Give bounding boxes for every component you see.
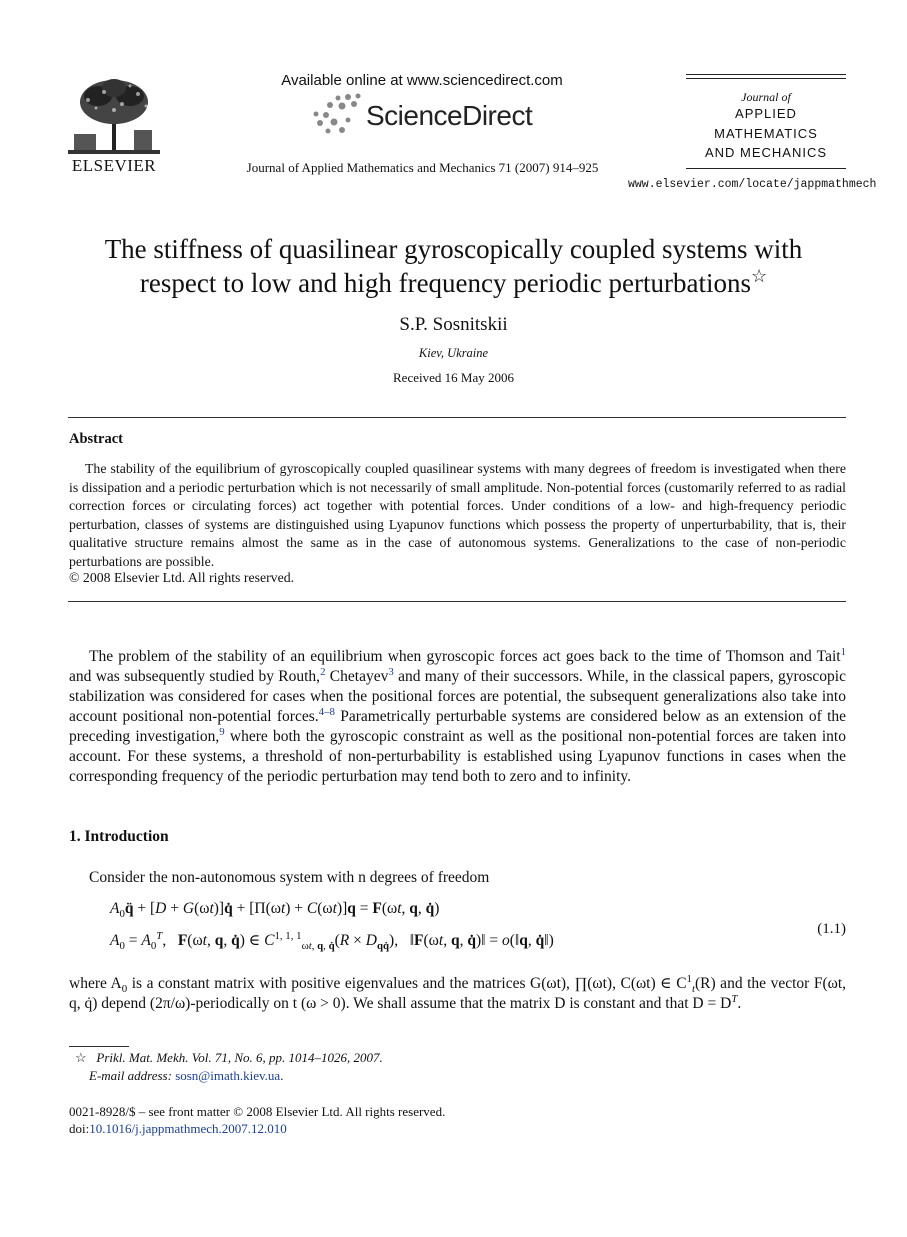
doi-link[interactable]: 10.1016/j.jappmathmech.2007.12.010 (89, 1121, 287, 1136)
author-affiliation: Kiev, Ukraine (418, 346, 489, 360)
journal-logo-rule-bottom (686, 168, 846, 169)
section-heading-introduction: 1. Introduction (69, 828, 169, 845)
intro-text-f: where both the gyroscopic constraint as well as the positional non-potential forces are taken into account. For these systems, a threshold of non-perturbability is established using Lyapunov functions in cases when the corresponding frequency of the periodic perturbation may tend both to zero and to infinity. (69, 728, 846, 785)
abstract-text: The stability of the equilibrium of gyroscopically coupled quasilinear systems with many degrees of freedom is investigated when there is dissipation and a periodic perturbation which is not necessarily of small amplitude. Non-potential forces (customarily referred to as radial correction forces or circulating forces) act together with potential forces. Under conditions of a low- and high-frequency periodic perturbation, classes of systems are distinguished using Lyapunov functions which possess the property of unperturbability, that is, their qualitative structure remains almost the same as in the case of autonomous systems. Generalizations to the case of non-periodic perturbations are possible. (69, 461, 846, 569)
email-link[interactable]: sosn@imath.kiev.ua (175, 1068, 281, 1083)
where-text-b: is a constant matrix with positive eigenvalues and the matrices G(ωt), ∏(ωt), C(ωt) ∈ C (127, 975, 687, 992)
doi-label: doi: (69, 1121, 90, 1136)
author-name: S.P. Sosnitskii (399, 314, 508, 335)
abstract-heading: Abstract (69, 431, 123, 447)
ref-link-9[interactable]: 9 (219, 725, 225, 738)
divider-bottom (68, 601, 846, 602)
where-text-c: (R) and the vector F(ωt, q, q̇) depend (2π/ω)-periodically on t (ω > 0). We shall assume that the matrix D is constant and that D = D (69, 975, 847, 1012)
elsevier-tree-icon (68, 74, 160, 154)
footnote-email: E-mail address: sosn@imath.kiev.ua. (89, 1068, 284, 1083)
issn-line: 0021-8928/$ – see front matter © 2008 Elsevier Ltd. All rights reserved. (69, 1104, 446, 1119)
elsevier-logo (68, 74, 160, 174)
where-text-d: . (737, 995, 742, 1012)
title-line-2: respect to low and high frequency periodic perturbations (139, 268, 751, 298)
ref-link-3[interactable]: 3 (388, 665, 394, 678)
ref-link-4-8[interactable]: 4–8 (318, 705, 335, 718)
title-footnote-star-icon[interactable]: ☆ (750, 266, 768, 286)
footnote-source: Prikl. Mat. Mekh. Vol. 71, No. 6, pp. 1014–1026, 2007. (96, 1050, 383, 1065)
journal-url-link[interactable]: www.elsevier.com/locate/jappmathmech (628, 178, 877, 191)
elsevier-wordmark: ELSEVIER (71, 156, 157, 175)
equation-1-1-line1: $A_0q̈ + [D$ + G(ωt)]q̇ + [Π(ωt) + C(ωt)]q = F(ωt, q, q̇) (110, 900, 440, 921)
journal-logo-rule-top-2 (686, 78, 846, 79)
journal-citation: Journal of Applied Mathematics and Mechanics 71 (2007) 914–925 (246, 160, 599, 175)
consider-sentence: Consider the non-autonomous system with n degrees of freedom (89, 869, 490, 886)
footnote-star-icon: ☆ (75, 1050, 87, 1065)
title-line-1: The stiffness of quasilinear gyroscopically coupled systems with (104, 234, 803, 264)
received-date: Received 16 May 2006 (393, 370, 514, 385)
abstract-body (69, 460, 846, 571)
journal-logo-rule-top (686, 74, 846, 75)
footnote-star (75, 1050, 383, 1066)
equation-1-1-line2: $A_0 = A_0^T$, F(ωt, q, q̇) ∈ $C^{1, 1, 1}_{\omega t, q, q̇}(R \times D_{qq̇})$, ‖F(ωt, q, q̇)‖ = o(‖q, q̇‖) (110, 929, 554, 953)
footnote-rule (69, 1046, 129, 1047)
intro-text-b: and was subsequently studied by Routh, (69, 668, 321, 685)
ref-link-2[interactable]: 2 (320, 665, 326, 678)
equation-number: (1.1) (817, 921, 846, 937)
journal-logo-line2: MATHEMATICS (714, 125, 818, 141)
available-online-text: Available online at www.sciencedirect.com (281, 72, 563, 89)
ref-link-1[interactable]: 1 (840, 645, 846, 658)
sciencedirect-logo (308, 92, 548, 136)
sciencedirect-wordmark: ScienceDirect (366, 100, 533, 131)
where-text-a: where A (69, 975, 122, 992)
intro-text-a: The problem of the stability of an equilibrium when gyroscopic forces act goes back to the time of Thomson and Tait (89, 648, 841, 665)
sciencedirect-dots-icon (308, 92, 368, 136)
abstract-copyright: © 2008 Elsevier Ltd. All rights reserved. (69, 570, 295, 585)
divider-top (68, 417, 846, 418)
email-label: E-mail address: (89, 1068, 172, 1083)
title-line-2-wrap (60, 266, 847, 300)
intro-paragraph (69, 647, 846, 787)
journal-logo-script: Journal of (741, 90, 791, 104)
intro-text-c: Chetayev (325, 668, 389, 685)
journal-logo-line3: AND MECHANICS (704, 145, 828, 160)
journal-logo (686, 104, 846, 163)
intro-text-d: and many of their successors. While, in the classical papers, gyroscopic stabilization was considered for cases when the positional forces are potential, the subsequent generalizations also take into account positional non-potential forces. (69, 668, 846, 725)
intro-text-e: Parametrically perturbable systems are considered below as an extension of the preceding investigation, (69, 708, 847, 745)
where-paragraph: where $A_0$ is a constant matrix with positive eigenvalues and the matrices G(ωt), ∏(ωt), C(ωt) ∈ $C^1_t(R)$ and the vector F(ωt, q, q̇) depend (2π/ω)-periodically on t (ω > 0). We shall assume that the matrix D is constant and that $D = D^T$. (69, 972, 847, 1012)
journal-logo-line1: APPLIED (735, 106, 797, 121)
article-title (60, 232, 847, 300)
doi-line (69, 1121, 287, 1137)
